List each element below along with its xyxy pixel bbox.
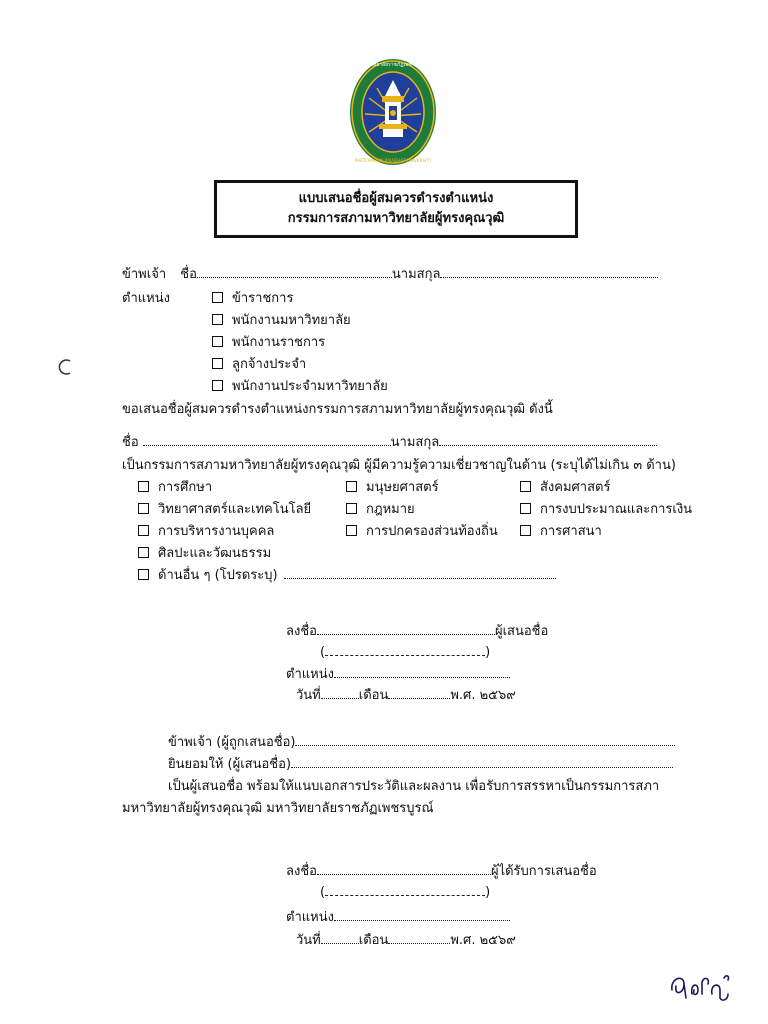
checkbox[interactable] (138, 569, 149, 580)
form-title-line2: กรรมการสภามหาวิทยาลัยผู้ทรงคุณวุฒิ (287, 211, 505, 226)
checkbox[interactable] (212, 336, 223, 347)
checkbox[interactable] (138, 481, 149, 492)
nominee-consent-name-field[interactable] (295, 732, 675, 746)
nominee-printed-name-field[interactable] (325, 882, 485, 896)
option-label: สังคมศาสตร์ (540, 480, 611, 495)
month-label: เดือน (358, 688, 389, 703)
proposer-date-row (296, 684, 516, 705)
checkbox[interactable] (520, 503, 531, 514)
nominee-printed-name-row (320, 882, 490, 900)
proposer-position-label: ตำแหน่ง (122, 291, 170, 306)
field-option-religion[interactable] (520, 520, 602, 541)
option-label: มนุษยศาสตร์ (366, 480, 439, 495)
nominee-date-row (296, 929, 516, 950)
position-label: ตำแหน่ง (286, 667, 334, 682)
field-option-education[interactable] (138, 476, 212, 497)
nominee-position-field[interactable] (334, 907, 510, 921)
checkbox[interactable] (212, 380, 223, 391)
option-label: ลูกจ้างประจำ (232, 357, 307, 372)
proposer-name-row (122, 263, 658, 284)
field-option-local-government[interactable] (346, 520, 498, 541)
position-label: ตำแหน่ง (286, 910, 334, 925)
checkbox[interactable] (212, 358, 223, 369)
consent-proposer-name-field[interactable] (291, 754, 673, 768)
nominee-signature-row (286, 860, 597, 881)
year-label: พ.ศ. ๒๕๖๙ (450, 688, 516, 703)
option-label: การบริหารงานบุคคล (158, 524, 275, 539)
field-option-arts-culture[interactable] (138, 542, 271, 563)
paren-close: ) (485, 885, 491, 900)
date-label: วันที่ (296, 933, 321, 948)
option-label: ข้าราชการ (232, 291, 294, 306)
punch-hole-mark (56, 358, 74, 376)
paren-open: ( (320, 645, 326, 660)
option-label: พนักงานมหาวิทยาลัย (232, 313, 351, 328)
proposer-name-field[interactable] (197, 264, 392, 278)
checkbox[interactable] (138, 547, 149, 558)
field-option-social-sciences[interactable] (520, 476, 610, 497)
checkbox[interactable] (346, 481, 357, 492)
checkbox[interactable] (520, 525, 531, 536)
consent-paragraph-line1: เป็นผู้เสนอชื่อ พร้อมให้แนบเอกสารประวัติและผลงาน เพื่อรับการสรรหาเป็นกรรมการสภา (168, 779, 660, 794)
checkbox[interactable] (138, 525, 149, 536)
month-field[interactable] (388, 685, 450, 699)
proposer-position-row (286, 663, 510, 684)
logo-text-bottom: PHETCHABUN RAJABHAT UNIVERSITY (354, 158, 432, 163)
year-label: พ.ศ. ๒๕๖๙ (450, 933, 516, 948)
consent-i-row (168, 731, 675, 752)
field-option-science-technology[interactable] (138, 498, 311, 519)
checkbox[interactable] (346, 525, 357, 536)
proposer-surname-field[interactable] (440, 264, 658, 278)
form-title-line1: แบบเสนอชื่อผู้สมควรดำรงตำแหน่ง (298, 191, 494, 206)
option-label: ศิลปะและวัฒนธรรม (158, 546, 272, 561)
position-option-university-permanent-staff[interactable] (212, 375, 388, 396)
checkbox[interactable] (520, 481, 531, 492)
paren-open: ( (320, 885, 326, 900)
field-option-humanities[interactable] (346, 476, 439, 497)
consent-paragraph-line2: มหาวิทยาลัยผู้ทรงคุณวุฒิ มหาวิทยาลัยราชภัฏเพชรบูรณ์ (122, 801, 434, 816)
nominee-name-row (122, 431, 657, 452)
day-field[interactable] (321, 930, 359, 944)
handwritten-note (666, 964, 736, 1004)
proposer-signature-field[interactable] (317, 621, 495, 635)
field-option-other[interactable] (138, 564, 556, 585)
paren-close: ) (485, 645, 491, 660)
option-label: ด้านอื่น ๆ (โปรดระบุ) (158, 568, 278, 583)
checkbox[interactable] (212, 292, 223, 303)
logo-text-top: มหาวิทยาลัยราชภัฏเพชรบูรณ์ (360, 62, 426, 68)
position-option-civil-servant[interactable] (212, 287, 293, 308)
position-option-government-employee[interactable] (212, 331, 325, 352)
option-label: วิทยาศาสตร์และเทคโนโลยี (158, 502, 312, 517)
proposer-printed-name-field[interactable] (325, 642, 485, 656)
checkbox[interactable] (138, 503, 149, 514)
proposer-i-label: ข้าพเจ้า (122, 267, 167, 282)
option-label: พนักงานราชการ (232, 335, 326, 350)
option-label: การศึกษา (158, 480, 213, 495)
consent-allow-label: ยินยอมให้ (ผู้เสนอชื่อ) (168, 757, 292, 772)
position-option-permanent-employee[interactable] (212, 353, 306, 374)
sign-label: ลงชื่อ (286, 864, 317, 879)
day-field[interactable] (321, 685, 359, 699)
option-label: พนักงานประจำมหาวิทยาลัย (232, 379, 388, 394)
month-label: เดือน (358, 933, 389, 948)
proposer-signature-row (286, 620, 548, 641)
other-field-input[interactable] (284, 565, 556, 579)
form-title-box (214, 180, 578, 238)
field-option-law[interactable] (346, 498, 415, 519)
consent-allow-row (168, 753, 673, 774)
checkbox[interactable] (212, 314, 223, 325)
position-option-university-staff[interactable] (212, 309, 351, 330)
option-label: กฎหมาย (366, 502, 415, 517)
nominee-position-row (286, 906, 510, 927)
sign-role: ผู้เสนอชื่อ (494, 624, 549, 639)
nominee-signature-field[interactable] (317, 861, 491, 875)
checkbox[interactable] (346, 503, 357, 514)
nominee-name-label: ชื่อ (122, 435, 139, 450)
option-label: การปกครองส่วนท้องถิ่น (366, 524, 498, 539)
propose-statement: ขอเสนอชื่อผู้สมควรดำรงตำแหน่งกรรมการสภามหาวิทยาลัยผู้ทรงคุณวุฒิ ดังนี้ (122, 402, 553, 417)
nominee-surname-field[interactable] (439, 432, 657, 446)
proposer-position-field[interactable] (334, 664, 510, 678)
date-label: วันที่ (296, 688, 321, 703)
option-label: การงบประมาณและการเงิน (540, 502, 693, 517)
nominee-name-field[interactable] (143, 432, 391, 446)
consent-i-label: ข้าพเจ้า (ผู้ถูกเสนอชื่อ) (168, 735, 296, 750)
field-option-budget-finance[interactable] (520, 498, 692, 519)
university-logo (349, 58, 437, 166)
expertise-statement: เป็นกรรมการสภามหาวิทยาลัยผู้ทรงคุณวุฒิ ผู้มีความรู้ความเชี่ยวชาญในด้าน (ระบุได้ไม่เกิน ๓ ด้าน) (122, 458, 676, 473)
proposer-name-label: ชื่อ (180, 267, 197, 282)
proposer-printed-name-row (320, 642, 490, 660)
sign-role: ผู้ได้รับการเสนอชื่อ (490, 864, 597, 879)
field-option-personnel-management[interactable] (138, 520, 274, 541)
month-field[interactable] (388, 930, 450, 944)
sign-label: ลงชื่อ (286, 624, 317, 639)
nominee-surname-label: นามสกุล (390, 435, 440, 450)
proposer-surname-label: นามสกุล (391, 267, 441, 282)
option-label: การศาสนา (540, 524, 602, 539)
